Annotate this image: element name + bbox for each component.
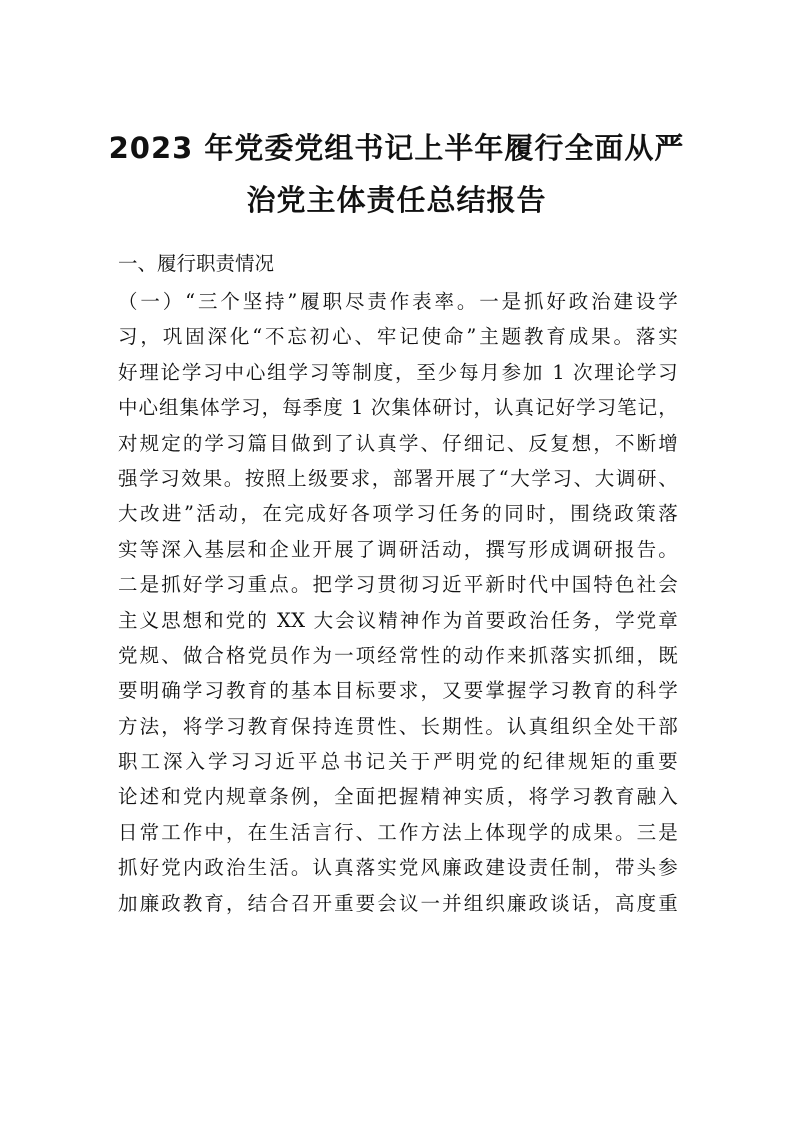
- section-heading: 一、履行职责情况: [118, 252, 275, 275]
- body-text-line: 方法，将学习教育保持连贯性、长期性。认真组织全处干部: [118, 714, 678, 738]
- body-text-line: 二是抓好学习重点。把学习贯彻习近平新时代中国特色社会: [118, 573, 678, 597]
- body-text-line: 强学习效果。按照上级要求，部署开展了“大学习、大调研、: [118, 466, 678, 490]
- title-line-1: 2023 年党委党组书记上半年履行全面从严: [108, 131, 685, 165]
- body-text-line: 中心组集体学习，每季度 1 次集体研讨，认真记好学习笔记，: [118, 396, 678, 420]
- body-text-line: 职工深入学习习近平总书记关于严明党的纪律规矩的重要: [118, 750, 678, 774]
- body-text-line: 习，巩固深化“不忘初心、牢记使命”主题教育成果。落实: [118, 325, 678, 349]
- body-text-line: 对规定的学习篇目做到了认真学、仔细记、反复想，不断增: [118, 431, 678, 455]
- body-text-line: 日常工作中，在生活言行、工作方法上体现学的成果。三是: [118, 820, 678, 844]
- body-text-line: 加廉政教育，结合召开重要会议一并组织廉政谈话，高度重: [118, 891, 678, 915]
- body-text-line: 抓好党内政治生活。认真落实党风廉政建设责任制，带头参: [118, 856, 678, 880]
- body-text-line: 要明确学习教育的基本目标要求，又要掌握学习教育的科学: [118, 679, 678, 703]
- body-text-line: （一）“三个坚持”履职尽责作表率。一是抓好政治建设学: [118, 290, 678, 313]
- document-title: [100, 122, 693, 226]
- body-text-line: 论述和党内规章条例，全面把握精神实质，将学习教育融入: [118, 785, 678, 809]
- title-line-2: 治党主体责任总结报告: [246, 183, 547, 217]
- body-text-line: 主义思想和党的 XX 大会议精神作为首要政治任务，学党章: [118, 608, 678, 632]
- body-text-line: 实等深入基层和企业开展了调研活动，撰写形成调研报告。: [118, 537, 678, 561]
- body-text-line: 党规、做合格党员作为一项经常性的动作来抓落实抓细，既: [118, 643, 678, 667]
- body-text-line: 大改进”活动，在完成好各项学习任务的同时，围绕政策落: [118, 502, 678, 526]
- body-paragraph: [118, 284, 678, 921]
- body-text-line: 好理论学习中心组学习等制度，至少每月参加 1 次理论学习: [118, 360, 678, 384]
